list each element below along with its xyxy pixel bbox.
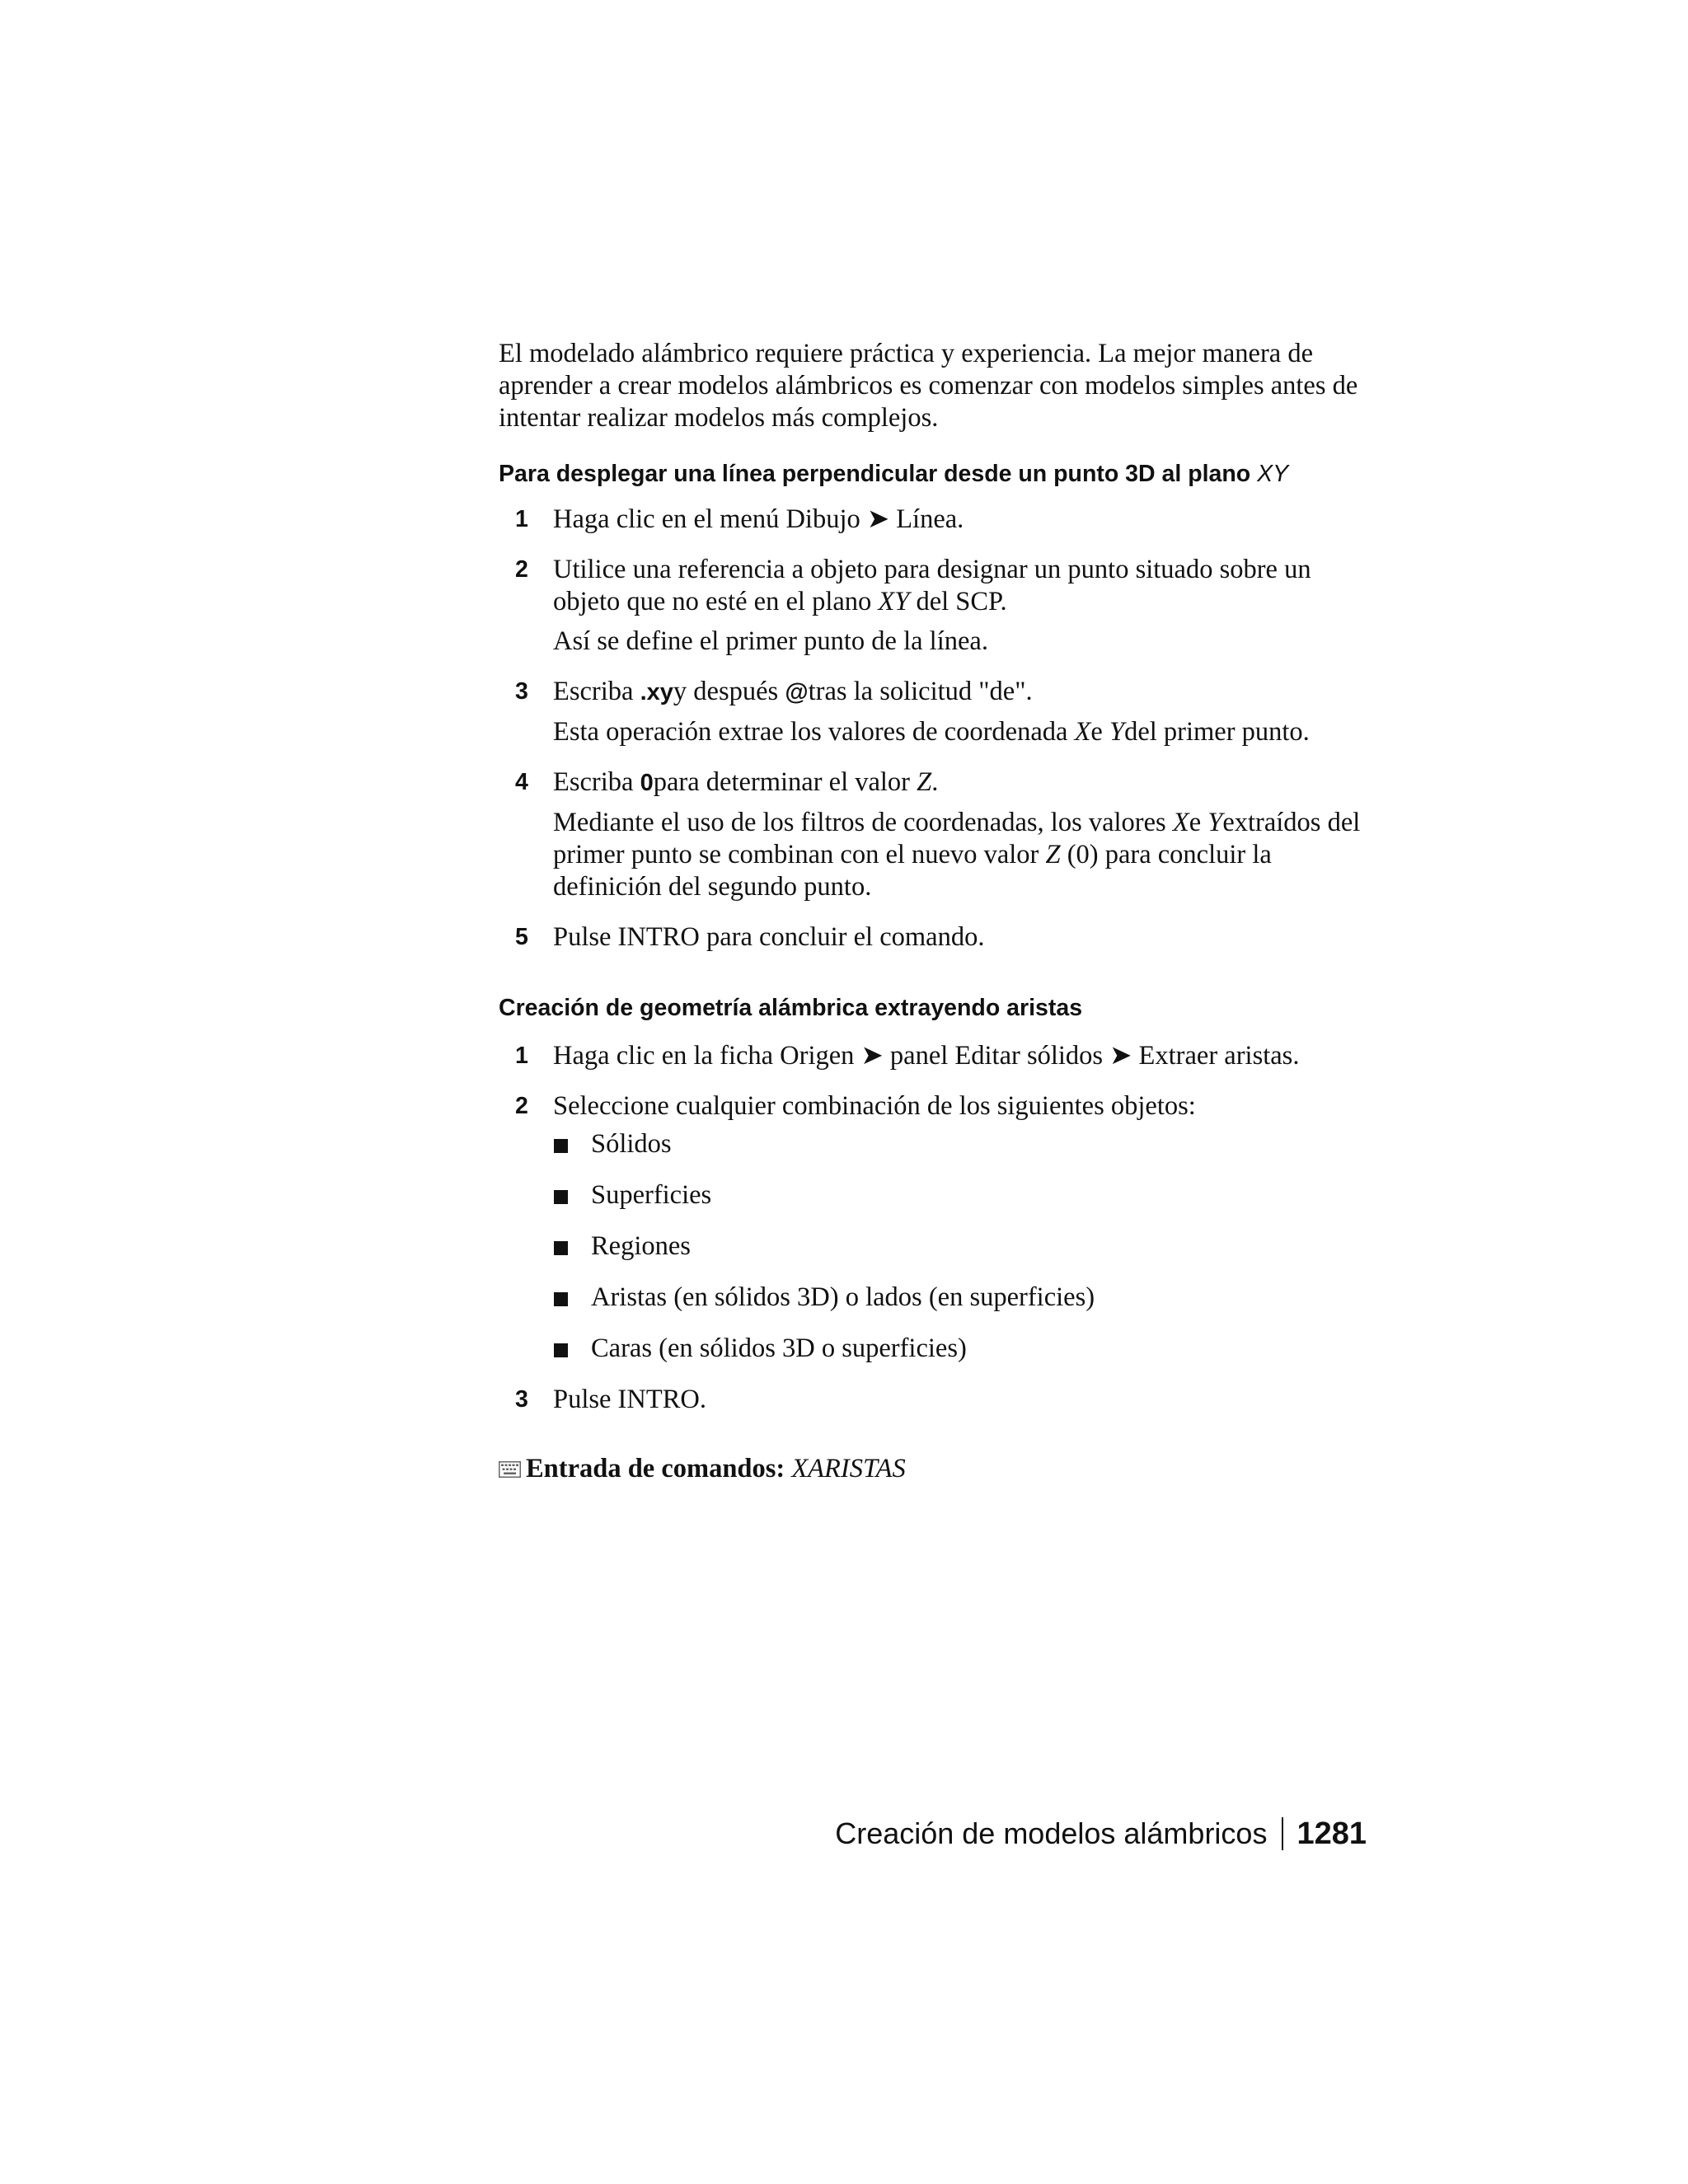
step-text-part: . <box>931 767 939 797</box>
typed-input: @ <box>785 679 809 705</box>
procedure-step-3 <box>499 1384 1381 1416</box>
step-text-part: Escriba <box>553 677 640 706</box>
step-text <box>553 766 1381 799</box>
note-text-part: Esta operación extrae los valores de coordenada <box>553 717 1075 747</box>
axis-name: Y <box>1207 808 1223 837</box>
step-number: 1 <box>515 1043 528 1069</box>
list-item-text: Regiones <box>591 1231 691 1261</box>
step-text: Seleccione cualquier combinación de los siguientes objetos: <box>553 1091 1196 1121</box>
page-number: 1281 <box>1296 1816 1367 1851</box>
list-item-text: Sólidos <box>591 1129 672 1159</box>
procedure-step-2 <box>499 1090 1381 1365</box>
page-content <box>499 338 1381 1485</box>
command-entry <box>499 1453 1381 1485</box>
square-bullet-icon <box>554 1343 568 1357</box>
procedure-step-1 <box>499 1040 1381 1072</box>
step-text <box>553 676 1381 709</box>
step-text <box>553 554 1381 618</box>
keyboard-icon <box>499 1461 521 1478</box>
list-item-text: Caras (en sólidos 3D o superficies) <box>591 1333 967 1363</box>
step-note <box>553 716 1381 748</box>
list-item <box>553 1179 1381 1212</box>
step-text: Pulse INTRO para concluir el comando. <box>553 922 985 952</box>
step-text: Pulse INTRO. <box>553 1385 706 1414</box>
section-heading-plane: XY <box>1257 461 1289 487</box>
square-bullet-icon <box>554 1292 568 1306</box>
axis-name: X <box>1172 808 1189 837</box>
section-heading-text: Para desplegar una línea perpendicular desde un punto 3D al plano <box>499 461 1251 487</box>
object-type-list <box>553 1128 1381 1365</box>
note-text-part: e <box>1189 808 1208 837</box>
section-heading-perpendicular-line <box>499 459 1381 489</box>
step-note <box>553 807 1381 903</box>
plane-name: XY <box>878 587 910 616</box>
step-text-part: del SCP. <box>909 587 1007 616</box>
note-text-part: extraídos del primer punto se combinan con el nuevo valor <box>553 808 1361 869</box>
step-number: 5 <box>515 924 528 950</box>
step-text: Haga clic en el menú Dibujo ➤ Línea. <box>553 504 964 534</box>
list-item <box>553 1282 1381 1314</box>
step-text-part: Utilice una referencia a objeto para designar un punto situado sobre un objeto que no esté en el plano <box>553 555 1311 616</box>
axis-name: Z <box>917 767 932 797</box>
step-number: 3 <box>515 1386 528 1413</box>
list-item-text: Aristas (en sólidos 3D) o lados (en superficies) <box>591 1282 1095 1312</box>
step-note: Así se define el primer punto de la línea. <box>553 626 988 656</box>
command-name: XARISTAS <box>791 1454 906 1483</box>
note-text-part: (0) para concluir la definición del segundo punto. <box>553 840 1272 902</box>
procedure-step-1 <box>499 504 1381 536</box>
note-text-part: del primer punto. <box>1124 717 1310 747</box>
axis-name: Y <box>1109 717 1125 747</box>
page-footer <box>835 1813 1367 1854</box>
square-bullet-icon <box>554 1241 568 1255</box>
typed-input: 0 <box>640 770 654 796</box>
typed-input: .xy <box>640 679 673 705</box>
axis-name: Z <box>1045 840 1061 869</box>
list-item <box>553 1333 1381 1365</box>
step-number: 3 <box>515 678 528 705</box>
procedure-step-4 <box>499 766 1381 903</box>
step-text-part: Escriba <box>553 767 640 797</box>
procedure-step-3 <box>499 676 1381 748</box>
list-item <box>553 1128 1381 1160</box>
command-entry-label: Entrada de comandos: <box>526 1454 785 1483</box>
step-text-part: para determinar el valor <box>653 767 917 797</box>
step-text: Haga clic en la ficha Origen ➤ panel Editar sólidos ➤ Extraer aristas. <box>553 1041 1300 1071</box>
note-text-part: Mediante el uso de los filtros de coordenadas, los valores <box>553 808 1173 837</box>
procedure-step-2 <box>499 554 1381 658</box>
list-item-text: Superficies <box>591 1180 712 1210</box>
step-text-part: y después <box>673 677 785 706</box>
step-number: 2 <box>515 1093 528 1119</box>
chapter-title: Creación de modelos alámbricos <box>835 1816 1268 1850</box>
list-item <box>553 1230 1381 1263</box>
procedure-step-5 <box>499 921 1381 954</box>
square-bullet-icon <box>554 1139 568 1153</box>
step-number: 4 <box>515 769 528 795</box>
axis-name: X <box>1074 717 1091 747</box>
step-number: 2 <box>515 556 528 583</box>
note-text-part: e <box>1090 717 1109 747</box>
section-heading-extract-edges: Creación de geometría alámbrica extrayendo aristas <box>499 995 1083 1021</box>
step-text-part: tras la solicitud "de". <box>808 677 1033 706</box>
footer-divider <box>1282 1817 1283 1850</box>
square-bullet-icon <box>554 1190 568 1204</box>
step-number: 1 <box>515 506 528 532</box>
intro-paragraph: El modelado alámbrico requiere práctica y experiencia. La mejor manera de aprender a crear modelos alámbricos es comenzar con modelos simples antes de intentar realizar modelos más complejos. <box>499 339 1358 433</box>
